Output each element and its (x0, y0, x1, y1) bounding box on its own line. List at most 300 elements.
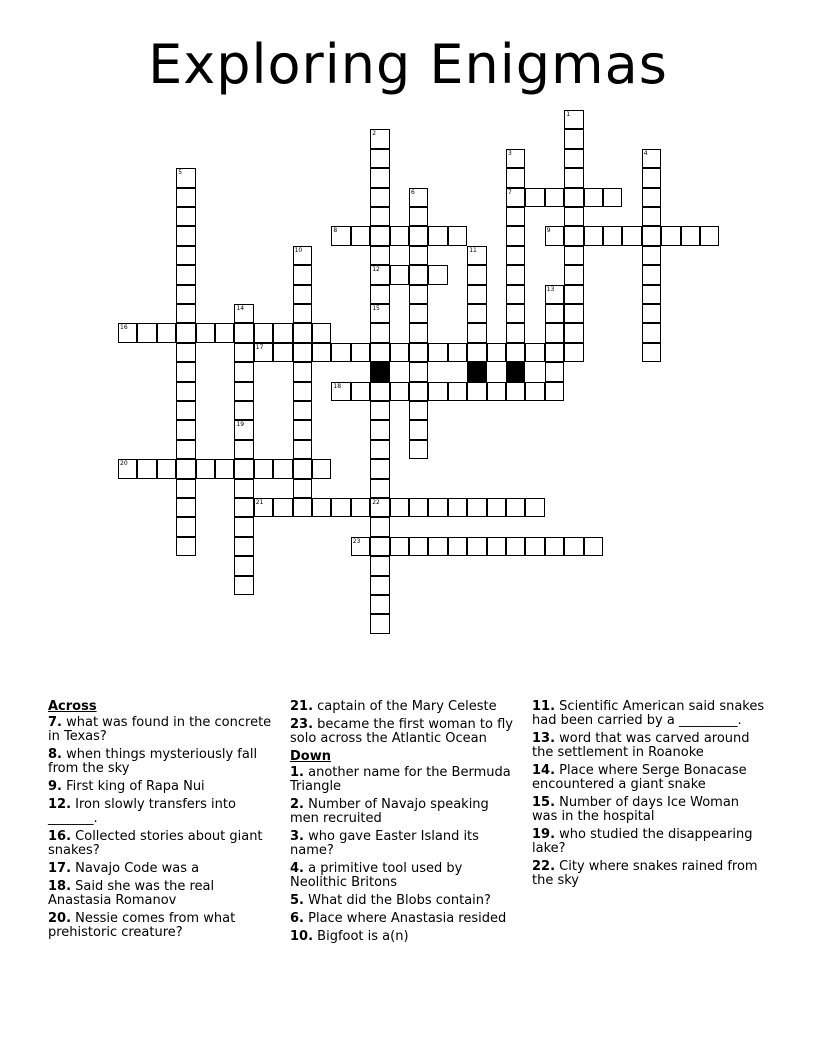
black-cell (370, 362, 389, 381)
grid-cell[interactable] (642, 246, 661, 265)
grid-cell[interactable] (176, 498, 195, 517)
cell-number: 16 (120, 324, 128, 332)
clue-text: Number of days Ice Woman was in the hospital (532, 795, 740, 824)
grid-cell[interactable] (215, 323, 234, 342)
clue-text: Number of Navajo speaking men recruited (290, 797, 489, 826)
grid-cell[interactable] (312, 459, 331, 478)
grid-cell[interactable] (428, 498, 447, 517)
grid-cell[interactable] (409, 246, 428, 265)
grid-cell[interactable] (293, 285, 312, 304)
clue-number: 1. (290, 765, 304, 780)
grid-cell[interactable] (176, 382, 195, 401)
grid-cell[interactable] (370, 226, 389, 245)
cell-number: 7 (508, 188, 512, 196)
clue-text: captain of the Mary Celeste (313, 699, 497, 714)
grid-cell[interactable] (642, 207, 661, 226)
grid-cell[interactable] (409, 440, 428, 459)
grid-cell[interactable] (370, 168, 389, 187)
grid-cell[interactable] (234, 459, 253, 478)
grid-cell[interactable] (545, 382, 564, 401)
clue-item (48, 716, 273, 744)
clue-item (290, 894, 520, 908)
grid-cell[interactable] (390, 498, 409, 517)
grid-cell[interactable] (642, 149, 661, 168)
grid-cell[interactable] (254, 459, 273, 478)
grid-cell[interactable] (293, 343, 312, 362)
grid-cell[interactable] (448, 382, 467, 401)
grid-cell[interactable] (448, 498, 467, 517)
grid-cell[interactable] (370, 304, 389, 323)
clue-text: who gave Easter Island its name? (290, 829, 479, 858)
grid-cell[interactable] (428, 343, 447, 362)
clue-item (532, 828, 767, 856)
clue-item (290, 830, 520, 858)
grid-cell[interactable] (525, 188, 544, 207)
grid-cell[interactable] (176, 285, 195, 304)
grid-cell[interactable] (293, 362, 312, 381)
grid-cell[interactable] (409, 304, 428, 323)
grid-cell[interactable] (234, 556, 253, 575)
clue-number: 19. (532, 827, 556, 842)
grid-cell[interactable] (506, 168, 525, 187)
grid-cell[interactable] (564, 129, 583, 148)
grid-cell[interactable] (642, 188, 661, 207)
grid-cell[interactable] (506, 188, 525, 207)
clue-text: Collected stories about giant snakes? (48, 829, 263, 858)
grid-cell[interactable] (700, 226, 719, 245)
across-clue-list (48, 716, 273, 940)
cell-number: 12 (372, 266, 380, 274)
grid-cell[interactable] (331, 226, 350, 245)
clue-item (48, 880, 273, 908)
grid-cell[interactable] (234, 401, 253, 420)
grid-cell[interactable] (603, 188, 622, 207)
grid-cell[interactable] (506, 498, 525, 517)
grid-cell[interactable] (564, 343, 583, 362)
grid-cell[interactable] (681, 226, 700, 245)
grid-cell[interactable] (331, 343, 350, 362)
clue-number: 12. (48, 797, 72, 812)
grid-cell[interactable] (564, 226, 583, 245)
clue-item (532, 860, 767, 888)
grid-cell[interactable] (467, 498, 486, 517)
grid-cell[interactable] (370, 265, 389, 284)
clue-text: word that was carved around the settlement in Roanoke (532, 731, 750, 760)
grid-cell[interactable] (293, 304, 312, 323)
grid-cell[interactable] (467, 382, 486, 401)
grid-cell[interactable] (254, 323, 273, 342)
cell-number: 18 (333, 382, 342, 390)
grid-cell[interactable] (137, 323, 156, 342)
grid-cell[interactable] (506, 285, 525, 304)
grid-cell[interactable] (370, 440, 389, 459)
clue-number: 5. (290, 893, 304, 908)
clue-item (290, 912, 520, 926)
grid-cell[interactable] (448, 226, 467, 245)
down-clue-list (290, 766, 520, 944)
grid-cell[interactable] (176, 168, 195, 187)
clue-text: First king of Rapa Nui (61, 779, 205, 794)
grid-cell[interactable] (176, 343, 195, 362)
clue-text: what was found in the concrete in Texas? (48, 715, 272, 744)
grid-cell[interactable] (603, 226, 622, 245)
cell-number: 3 (508, 149, 512, 157)
clue-text: a primitive tool used by Neolithic Britons (290, 861, 463, 890)
clue-text: City where snakes rained from the sky (532, 859, 758, 888)
grid-cell[interactable] (642, 323, 661, 342)
grid-cell[interactable] (428, 265, 447, 284)
grid-cell[interactable] (234, 323, 253, 342)
down-heading: Down (290, 749, 331, 764)
grid-cell[interactable] (176, 246, 195, 265)
grid-cell[interactable] (545, 362, 564, 381)
grid-cell[interactable] (196, 323, 215, 342)
clue-item (532, 764, 767, 792)
grid-cell[interactable] (506, 149, 525, 168)
grid-cell[interactable] (234, 576, 253, 595)
cell-number: 11 (469, 246, 477, 254)
grid-cell[interactable] (234, 304, 253, 323)
grid-cell[interactable] (273, 323, 292, 342)
grid-cell[interactable] (370, 498, 389, 517)
grid-cell[interactable] (525, 537, 544, 556)
grid-cell[interactable] (370, 246, 389, 265)
grid-cell[interactable] (176, 265, 195, 284)
grid-cell[interactable] (293, 246, 312, 265)
clue-number: 18. (48, 879, 72, 894)
grid-cell[interactable] (506, 246, 525, 265)
grid-cell[interactable] (234, 343, 253, 362)
grid-cell[interactable] (506, 226, 525, 245)
grid-cell[interactable] (584, 188, 603, 207)
grid-cell[interactable] (409, 207, 428, 226)
grid-cell[interactable] (642, 304, 661, 323)
clue-item (48, 830, 273, 858)
grid-cell[interactable] (293, 420, 312, 439)
grid-cell[interactable] (409, 343, 428, 362)
grid-cell[interactable] (545, 226, 564, 245)
grid-cell[interactable] (331, 382, 350, 401)
grid-cell[interactable] (642, 285, 661, 304)
grid-cell[interactable] (642, 343, 661, 362)
black-cell (506, 362, 525, 381)
cell-number: 14 (236, 305, 245, 312)
grid-cell[interactable] (176, 537, 195, 556)
grid-cell[interactable] (409, 498, 428, 517)
grid-cell[interactable] (351, 498, 370, 517)
cell-number: 2 (372, 130, 377, 138)
grid-cell[interactable] (312, 323, 331, 342)
grid-cell[interactable] (273, 459, 292, 478)
grid-cell[interactable] (661, 226, 680, 245)
clues-column-1 (48, 700, 273, 944)
grid-cell[interactable] (467, 304, 486, 323)
grid-cell[interactable] (467, 246, 486, 265)
grid-cell[interactable] (176, 401, 195, 420)
grid-cell[interactable] (293, 440, 312, 459)
grid-cell[interactable] (564, 304, 583, 323)
grid-cell[interactable] (409, 420, 428, 439)
grid-cell[interactable] (428, 382, 447, 401)
clue-number: 3. (290, 829, 304, 844)
grid-cell[interactable] (293, 323, 312, 342)
grid-cell[interactable] (234, 537, 253, 556)
grid-cell[interactable] (409, 226, 428, 245)
grid-cell[interactable] (351, 343, 370, 362)
grid-cell[interactable] (157, 323, 176, 342)
grid-cell[interactable] (370, 285, 389, 304)
grid-cell[interactable] (525, 382, 544, 401)
clue-item (290, 700, 520, 714)
grid-cell[interactable] (564, 110, 583, 129)
grid-cell[interactable] (409, 382, 428, 401)
grid-cell[interactable] (370, 595, 389, 614)
clues-column-2 (290, 700, 520, 948)
cell-number: 8 (333, 227, 338, 235)
grid-cell[interactable] (331, 498, 350, 517)
clue-item (290, 718, 520, 746)
grid-cell[interactable] (409, 401, 428, 420)
cell-number: 17 (255, 343, 264, 351)
grid-cell[interactable] (176, 459, 195, 478)
grid-cell[interactable] (370, 420, 389, 439)
clue-number: 7. (48, 715, 62, 730)
grid-cell[interactable] (370, 537, 389, 556)
clue-item (532, 732, 767, 760)
grid-cell[interactable] (525, 498, 544, 517)
grid-cell[interactable] (545, 343, 564, 362)
grid-cell[interactable] (176, 304, 195, 323)
grid-cell[interactable] (370, 207, 389, 226)
grid-cell[interactable] (176, 207, 195, 226)
across-clue-list-continued (290, 700, 520, 746)
grid-cell[interactable] (506, 304, 525, 323)
grid-cell[interactable] (545, 285, 564, 304)
grid-cell[interactable] (642, 265, 661, 284)
grid-cell[interactable] (254, 498, 273, 517)
grid-cell[interactable] (176, 440, 195, 459)
clue-number: 4. (290, 861, 304, 876)
grid-cell[interactable] (545, 188, 564, 207)
cell-number: 15 (372, 305, 380, 312)
clue-item (532, 796, 767, 824)
grid-cell[interactable] (196, 459, 215, 478)
grid-cell[interactable] (215, 459, 234, 478)
grid-cell[interactable] (642, 226, 661, 245)
grid-cell[interactable] (506, 207, 525, 226)
grid-cell[interactable] (467, 265, 486, 284)
grid-cell[interactable] (409, 362, 428, 381)
grid-cell[interactable] (351, 382, 370, 401)
grid-cell[interactable] (409, 323, 428, 342)
grid-cell[interactable] (467, 537, 486, 556)
clue-number: 11. (532, 699, 556, 714)
clue-number: 21. (290, 699, 314, 714)
grid-cell[interactable] (564, 537, 583, 556)
grid-cell[interactable] (234, 362, 253, 381)
grid-cell[interactable] (370, 614, 389, 633)
grid-cell[interactable] (390, 226, 409, 245)
grid-cell[interactable] (564, 285, 583, 304)
grid-cell[interactable] (370, 556, 389, 575)
grid-cell[interactable] (390, 537, 409, 556)
clue-item (48, 748, 273, 776)
grid-cell[interactable] (506, 265, 525, 284)
cell-number: 5 (178, 169, 183, 177)
grid-cell[interactable] (370, 517, 389, 536)
grid-cell[interactable] (293, 498, 312, 517)
clue-number: 6. (290, 911, 304, 926)
clue-number: 20. (48, 911, 72, 926)
grid-cell[interactable] (234, 498, 253, 517)
grid-cell[interactable] (506, 537, 525, 556)
grid-cell[interactable] (234, 440, 253, 459)
grid-cell[interactable] (370, 459, 389, 478)
clue-text: when things mysteriously fall from the sky (48, 747, 258, 776)
clue-item (532, 700, 767, 728)
cell-number: 22 (372, 499, 380, 506)
clue-number: 9. (48, 779, 62, 794)
grid-cell[interactable] (506, 382, 525, 401)
grid-cell[interactable] (564, 246, 583, 265)
grid-cell[interactable] (448, 537, 467, 556)
grid-cell[interactable] (176, 362, 195, 381)
grid-cell[interactable] (584, 226, 603, 245)
grid-cell[interactable] (176, 323, 195, 342)
clue-text: Navajo Code was a (71, 861, 200, 876)
grid-cell[interactable] (370, 382, 389, 401)
grid-cell[interactable] (176, 517, 195, 536)
grid-cell[interactable] (642, 168, 661, 187)
grid-cell[interactable] (370, 576, 389, 595)
grid-cell[interactable] (622, 226, 641, 245)
grid-cell[interactable] (467, 285, 486, 304)
clue-number: 10. (290, 929, 314, 944)
grid-cell[interactable] (370, 401, 389, 420)
clue-text: Bigfoot is a(n) (313, 929, 409, 944)
grid-cell[interactable] (409, 537, 428, 556)
clue-number: 17. (48, 861, 72, 876)
clue-text: Said she was the real Anastasia Romanov (48, 879, 215, 908)
grid-cell[interactable] (234, 517, 253, 536)
grid-cell[interactable] (370, 479, 389, 498)
clue-number: 22. (532, 859, 556, 874)
grid-cell[interactable] (545, 323, 564, 342)
grid-cell[interactable] (564, 207, 583, 226)
grid-cell[interactable] (545, 537, 564, 556)
grid-cell[interactable] (409, 188, 428, 207)
grid-cell[interactable] (390, 382, 409, 401)
grid-cell[interactable] (370, 188, 389, 207)
clue-item (48, 912, 273, 940)
grid-cell[interactable] (273, 498, 292, 517)
grid-cell[interactable] (564, 168, 583, 187)
clue-text: another name for the Bermuda Triangle (290, 765, 511, 794)
grid-cell[interactable] (176, 479, 195, 498)
clue-text: became the first woman to fly solo across the Atlantic Ocean (290, 717, 513, 746)
cell-number: 1 (566, 111, 571, 118)
grid-cell[interactable] (254, 343, 273, 362)
grid-cell[interactable] (564, 188, 583, 207)
grid-cell[interactable] (564, 149, 583, 168)
grid-cell[interactable] (448, 343, 467, 362)
grid-cell[interactable] (390, 265, 409, 284)
grid-cell[interactable] (428, 537, 447, 556)
grid-cell[interactable] (370, 323, 389, 342)
grid-cell[interactable] (234, 420, 253, 439)
grid-cell[interactable] (312, 343, 331, 362)
across-heading: Across (48, 699, 97, 714)
grid-cell[interactable] (525, 343, 544, 362)
clue-text: who studied the disappearing lake? (532, 827, 753, 856)
grid-cell[interactable] (409, 265, 428, 284)
grid-cell[interactable] (234, 479, 253, 498)
clue-item (290, 862, 520, 890)
clue-number: 16. (48, 829, 72, 844)
grid-cell[interactable] (273, 343, 292, 362)
grid-cell[interactable] (428, 226, 447, 245)
clue-text: Place where Anastasia resided (303, 911, 507, 926)
grid-cell[interactable] (176, 188, 195, 207)
grid-cell[interactable] (176, 420, 195, 439)
grid-cell[interactable] (545, 304, 564, 323)
grid-cell[interactable] (137, 459, 156, 478)
grid-cell[interactable] (467, 323, 486, 342)
grid-cell[interactable] (157, 459, 176, 478)
cell-number: 10 (294, 246, 303, 254)
grid-cell[interactable] (293, 265, 312, 284)
clue-number: 13. (532, 731, 556, 746)
grid-cell[interactable] (234, 382, 253, 401)
grid-cell[interactable] (370, 343, 389, 362)
grid-cell[interactable] (506, 343, 525, 362)
clue-text: Scientific American said snakes had been carried by a _________. (532, 699, 765, 728)
grid-cell[interactable] (370, 149, 389, 168)
page-title: Exploring Enigmas (148, 33, 668, 96)
grid-cell[interactable] (370, 129, 389, 148)
grid-cell[interactable] (176, 226, 195, 245)
clue-item (48, 798, 273, 826)
grid-cell[interactable] (564, 323, 583, 342)
clue-item (290, 766, 520, 794)
clue-item (290, 930, 520, 944)
cell-number: 13 (546, 285, 555, 293)
grid-cell[interactable] (293, 401, 312, 420)
clue-item (48, 862, 273, 876)
grid-cell[interactable] (118, 323, 137, 342)
grid-cell[interactable] (118, 459, 137, 478)
grid-cell[interactable] (351, 537, 370, 556)
grid-cell[interactable] (293, 459, 312, 478)
grid-cell[interactable] (584, 537, 603, 556)
grid-cell[interactable] (467, 343, 486, 362)
grid-cell[interactable] (293, 479, 312, 498)
grid-cell[interactable] (409, 285, 428, 304)
grid-cell[interactable] (487, 537, 506, 556)
grid-cell[interactable] (312, 498, 331, 517)
grid-cell[interactable] (487, 382, 506, 401)
grid-cell[interactable] (351, 226, 370, 245)
down-clue-list-continued (532, 700, 767, 888)
black-cell (467, 362, 486, 381)
grid-cell[interactable] (564, 265, 583, 284)
grid-cell[interactable] (293, 382, 312, 401)
grid-cell[interactable] (487, 343, 506, 362)
clue-number: 2. (290, 797, 304, 812)
grid-cell[interactable] (390, 343, 409, 362)
grid-cell[interactable] (506, 323, 525, 342)
grid-cell[interactable] (487, 498, 506, 517)
